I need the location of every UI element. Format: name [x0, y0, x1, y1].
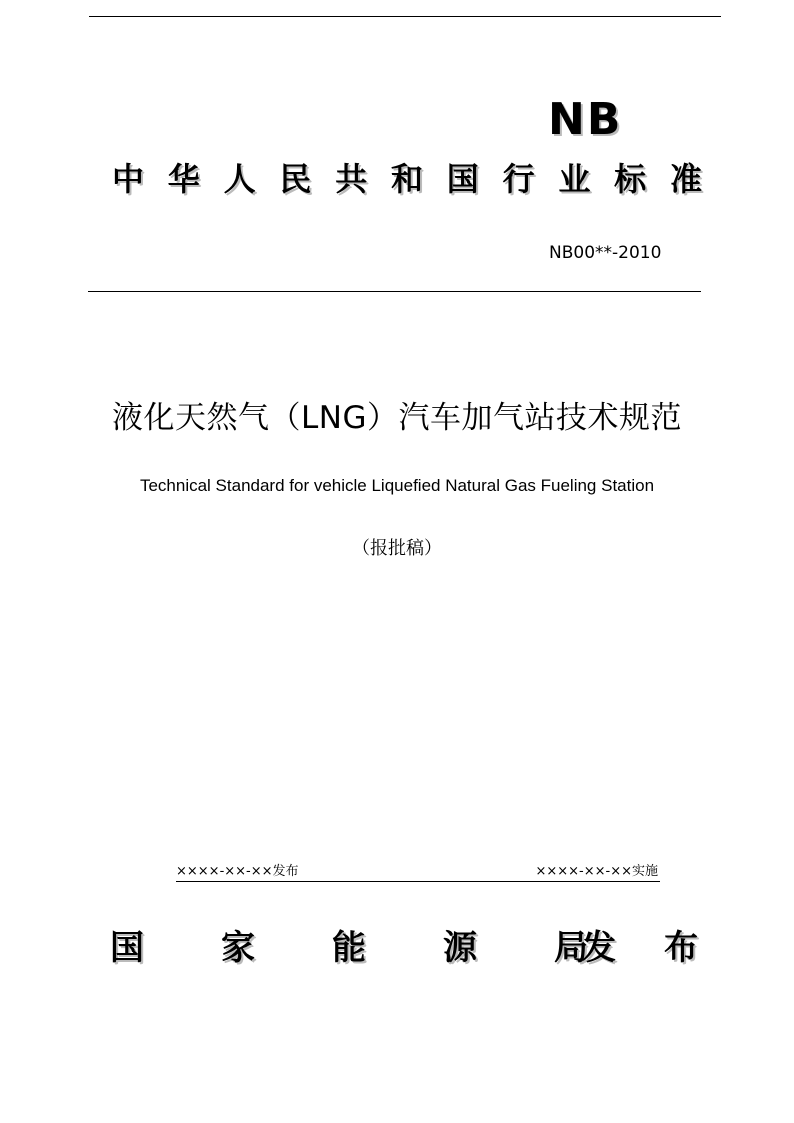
- publish-char: 发: [582, 928, 616, 968]
- date-row: [176, 863, 660, 882]
- issuer-char: 能: [332, 928, 366, 968]
- header-rule: [88, 291, 701, 292]
- heading-char: 标: [614, 160, 647, 198]
- implementation-date: ××××-××-××实施: [535, 864, 658, 879]
- publish-char: 布: [664, 928, 698, 968]
- issuer-name: [110, 928, 588, 969]
- draft-status: （报批稿）: [352, 538, 442, 559]
- issuer-char: 家: [221, 928, 255, 968]
- heading-char: 业: [558, 160, 591, 198]
- heading-char: 国: [446, 160, 479, 198]
- top-rule: [89, 16, 721, 17]
- standard-type-heading: [112, 160, 702, 198]
- heading-char: 和: [390, 160, 423, 198]
- heading-char: 民: [279, 160, 312, 198]
- issue-date: ××××-××-××发布: [176, 864, 299, 879]
- publish-label: [582, 928, 698, 969]
- title-english: Technical Standard for vehicle Liquefied Natural Gas Fueling Station: [139, 476, 655, 495]
- heading-char: 中: [112, 160, 145, 198]
- standard-number: NB00**-2010: [549, 243, 662, 263]
- issuer-char: 局: [554, 928, 588, 968]
- standard-code: NB: [548, 94, 623, 145]
- issuer-char: 源: [443, 928, 477, 968]
- heading-char: 共: [335, 160, 368, 198]
- heading-char: 准: [669, 160, 702, 198]
- heading-char: 人: [223, 160, 256, 198]
- heading-char: 行: [502, 160, 535, 198]
- issuer-char: 国: [110, 928, 144, 968]
- heading-char: 华: [167, 160, 200, 198]
- title-chinese: 液化天然气（LNG）汽车加气站技术规范: [112, 400, 682, 436]
